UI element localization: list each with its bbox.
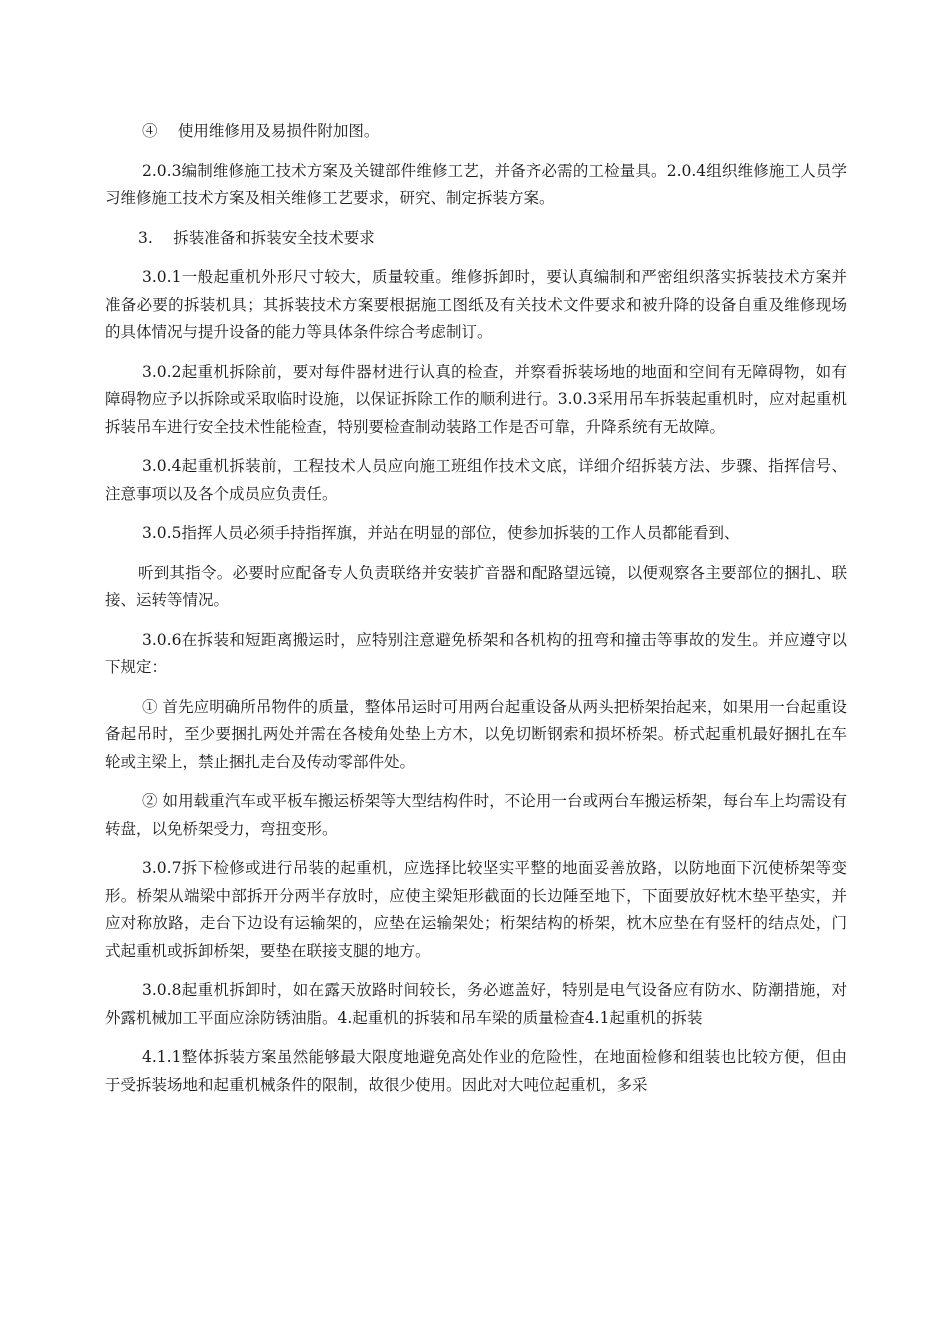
paragraph-3-0-7: 3.0.7拆下检修或进行吊装的起重机，应选择比较坚实平整的地面妥善放路，以防地面下沉使桥架等变形。桥架从端梁中部拆开分两半存放时，应使主梁矩形截面的长边陲至地下，下面要放好枕木垫平垫实，并应对称放路，走台下边设有运输架的，应垫在运输架处；桁架结构的桥架，枕木应垫在有竖杆的结点处，门式起重机或拆卸桥架，要垫在联接支腿的地方。	[105, 859, 847, 960]
paragraph-3-0-5: 3.0.5指挥人员必须手持指挥旗，并站在明显的部位，使参加拆装的工作人员都能看到、	[142, 524, 740, 542]
paragraph-spare-parts-drawing: ④ 使用维修用及易损件附加图。	[142, 122, 380, 140]
paragraph-3-0-6: 3.0.6在拆装和短距离搬运时，应特别注意避免桥架和各机构的扭弯和撞击等事故的发生。并应遵守以下规定：	[105, 630, 847, 676]
paragraph-3-0-5-continued: 听到其指令。必要时应配备专人负责联络并安装扩音器和配路望远镜，以便观察各主要部位的捆扎、联接、运转等情况。	[105, 563, 847, 609]
paragraph-3-0-1: 3.0.1一般起重机外形尺寸较大，质量较重。维修拆卸时，要认真编制和严密组织落实拆装技术方案并准备必要的拆装机具；其拆装技术方案要根据施工图纸及有关技术文件要求和被升降的设备自重及维修现场的具体情况与提升设备的能力等具体条件综合考虑制订。	[105, 268, 847, 341]
paragraph-3-0-4: 3.0.4起重机拆装前，工程技术人员应向施工班组作技术文底，详细介绍拆装方法、步骤、指挥信号、注意事项以及各个成员应负责任。	[105, 457, 847, 503]
paragraph-3-0-2: 3.0.2起重机拆除前，要对每件器材进行认真的检查，并察看拆装场地的地面和空间有无障碍物，如有障碍物应予以拆除或采取临时设施，以保证拆除工作的顺利进行。3.0.3采用吊车拆装起重机时，应对起重机拆装吊车进行安全技术性能检查，特别要检查制动装路工作是否可靠，升降系统有无故障。	[105, 362, 847, 436]
paragraph-rule-2: ② 如用载重汽车或平板车搬运桥架等大型结构件时，不论用一台或两台车搬运桥架，每台车上均需设有转盘，以免桥架受力，弯扭变形。	[105, 792, 847, 838]
paragraph-rule-1: ① 首先应明确所吊物件的质量，整体吊运时可用两台起重设备从两头把桥架抬起来，如果用一台起重设备起吊时，至少要捆扎两处并需在各棱角处垫上方木，以免切断钢索和损坏桥架。桥式起重机最好捆扎在车轮或主梁上，禁止捆扎走台及传动零部件处。	[105, 697, 847, 771]
paragraph-2-0-3: 2.0.3编制维修施工技术方案及关键部件维修工艺，并备齐必需的工检量具。2.0.4组织维修施工人员学习维修施工技术方案及相关维修工艺要求，研究、制定拆装方案。	[105, 161, 847, 207]
section-heading-3: 3. 拆装准备和拆装安全技术要求	[138, 228, 375, 247]
document-page	[105, 118, 847, 1111]
paragraph-3-0-8: 3.0.8起重机拆卸时，如在露天放路时间较长，务必遮盖好，特别是电气设备应有防水、防潮措施，对外露机械加工平面应涂防锈油脂。4.起重机的拆装和吊车梁的质量检查4.1起重机的拆装	[105, 981, 847, 1027]
paragraph-4-1-1: 4.1.1整体拆装方案虽然能够最大限度地避免高处作业的危险性，在地面检修和组装也比较方便，但由于受拆装场地和起重机械条件的限制，故很少使用。因此对大吨位起重机，多采	[105, 1048, 847, 1094]
